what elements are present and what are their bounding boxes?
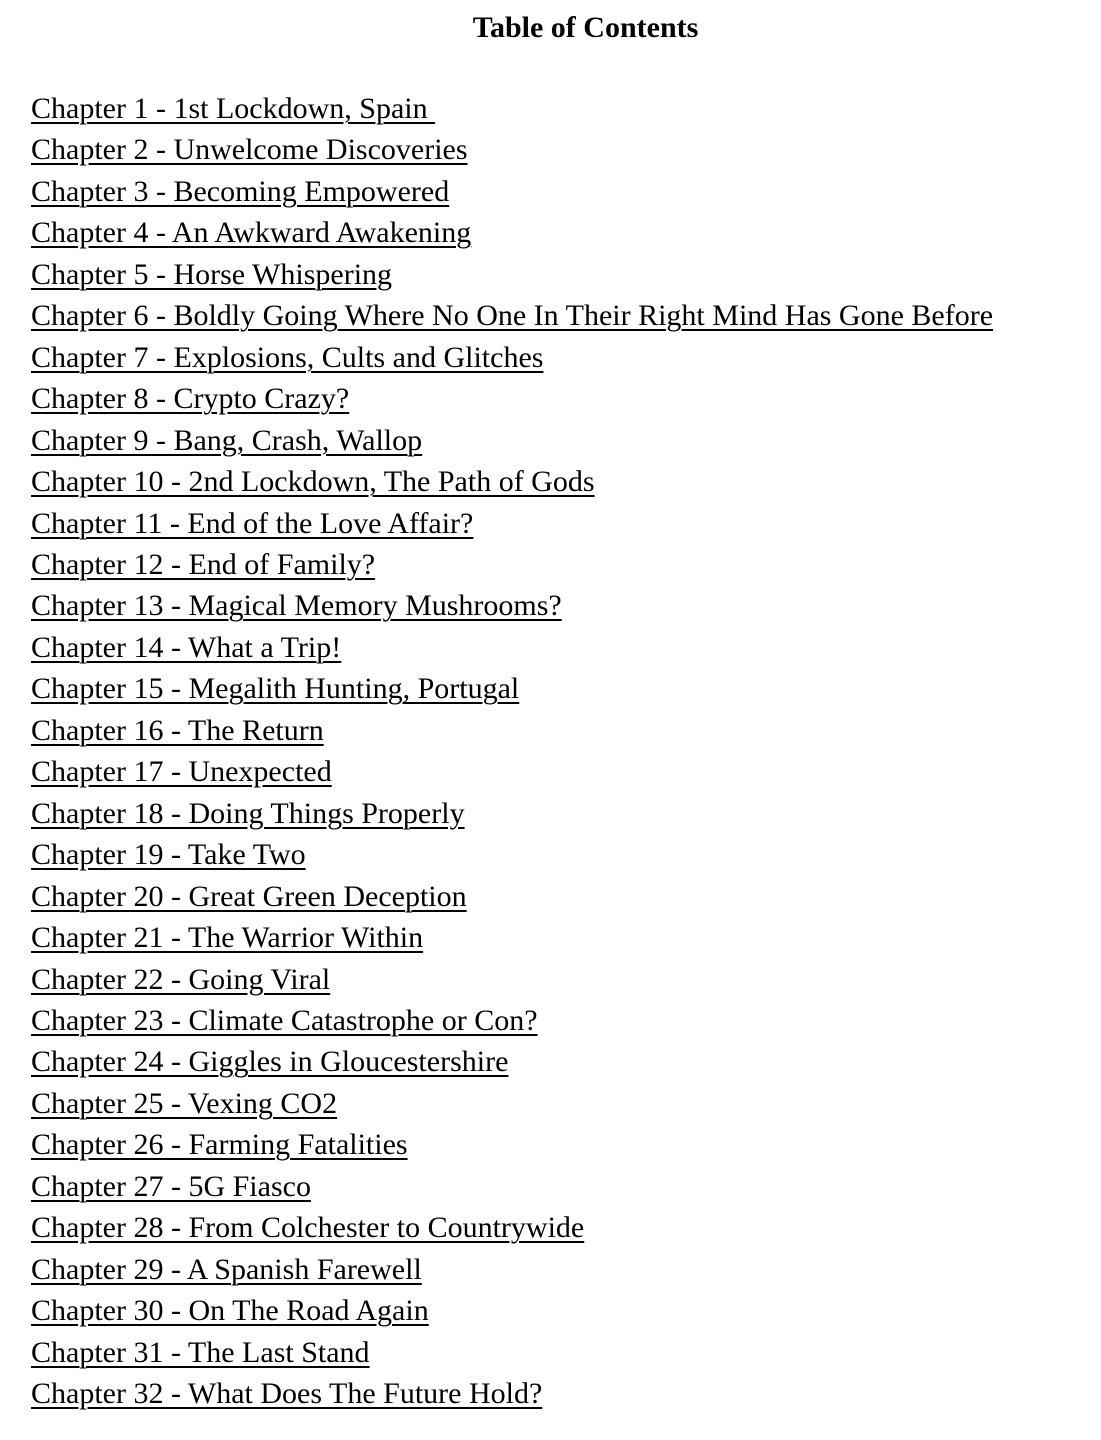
toc-entry-chapter-28[interactable]: Chapter 28 - From Colchester to Countrywide	[31, 1211, 585, 1245]
toc-entry-chapter-14[interactable]: Chapter 14 - What a Trip!	[31, 630, 342, 664]
toc-entry-chapter-31[interactable]: Chapter 31 - The Last Stand	[31, 1335, 370, 1369]
toc-entry-chapter-18[interactable]: Chapter 18 - Doing Things Properly	[31, 796, 465, 830]
toc-entry-chapter-17[interactable]: Chapter 17 - Unexpected	[31, 755, 332, 789]
toc-entry-chapter-20[interactable]: Chapter 20 - Great Green Deception	[31, 879, 467, 913]
toc-entry-chapter-6[interactable]: Chapter 6 - Boldly Going Where No One In Their Right Mind Has Gone Before	[31, 299, 994, 333]
toc-entry-chapter-16[interactable]: Chapter 16 - The Return	[31, 713, 324, 747]
toc-entry-chapter-25[interactable]: Chapter 25 - Vexing CO2	[31, 1086, 338, 1120]
toc-entry-chapter-3[interactable]: Chapter 3 - Becoming Empowered	[31, 174, 450, 208]
toc-entry-chapter-22[interactable]: Chapter 22 - Going Viral	[31, 962, 331, 996]
toc-entry-chapter-8[interactable]: Chapter 8 - Crypto Crazy?	[31, 382, 350, 416]
table-of-contents	[0, 88, 1101, 1415]
toc-entry-chapter-1[interactable]: Chapter 1 - 1st Lockdown, Spain	[31, 92, 436, 125]
toc-entry-chapter-12[interactable]: Chapter 12 - End of Family?	[31, 547, 376, 581]
toc-entry-chapter-24[interactable]: Chapter 24 - Giggles in Gloucestershire	[31, 1045, 509, 1079]
toc-entry-chapter-11[interactable]: Chapter 11 - End of the Love Affair?	[31, 506, 474, 540]
toc-entry-chapter-26[interactable]: Chapter 26 - Farming Fatalities	[31, 1128, 408, 1162]
toc-entry-chapter-19[interactable]: Chapter 19 - Take Two	[31, 838, 306, 872]
toc-entry-chapter-23[interactable]: Chapter 23 - Climate Catastrophe or Con?	[31, 1003, 538, 1037]
toc-entry-chapter-9[interactable]: Chapter 9 - Bang, Crash, Wallop	[31, 423, 423, 457]
toc-entry-chapter-10[interactable]: Chapter 10 - 2nd Lockdown, The Path of Gods	[31, 465, 595, 499]
toc-entry-chapter-7[interactable]: Chapter 7 - Explosions, Cults and Glitches	[31, 340, 544, 374]
toc-entry-chapter-5[interactable]: Chapter 5 - Horse Whispering	[31, 257, 393, 291]
toc-entry-chapter-29[interactable]: Chapter 29 - A Spanish Farewell	[31, 1252, 422, 1286]
toc-entry-chapter-15[interactable]: Chapter 15 - Megalith Hunting, Portugal	[31, 672, 520, 706]
toc-entry-chapter-30[interactable]: Chapter 30 - On The Road Again	[31, 1294, 429, 1328]
toc-entry-chapter-4[interactable]: Chapter 4 - An Awkward Awakening	[31, 216, 472, 250]
toc-entry-chapter-32[interactable]: Chapter 32 - What Does The Future Hold?	[31, 1377, 543, 1411]
page-title: Table of Contents	[472, 11, 699, 44]
toc-entry-chapter-2[interactable]: Chapter 2 - Unwelcome Discoveries	[31, 133, 468, 167]
toc-entry-chapter-21[interactable]: Chapter 21 - The Warrior Within	[31, 921, 424, 955]
toc-entry-chapter-13[interactable]: Chapter 13 - Magical Memory Mushrooms?	[31, 589, 562, 623]
toc-entry-chapter-27[interactable]: Chapter 27 - 5G Fiasco	[31, 1169, 311, 1203]
